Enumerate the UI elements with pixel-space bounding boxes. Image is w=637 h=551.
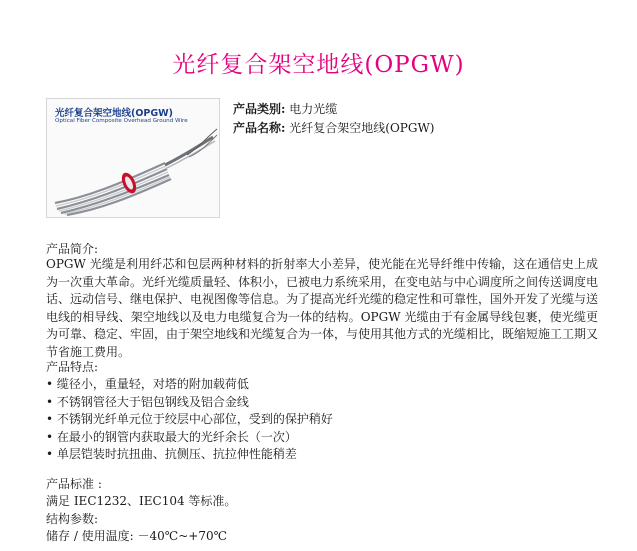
list-item: • 在最小的钢管内获取最大的光纤余长（一次） (46, 429, 333, 447)
category-label: 产品类别: (233, 102, 286, 116)
list-item: • 不锈钢光纤单元位于绞层中心部位，受到的保护稍好 (46, 411, 333, 429)
intro-text: OPGW 光缆是利用纤芯和包层两种材料的折射率大小差异，使光能在光导纤维中传输，这在通信史上成为一次重大革命。光纤光缆质量轻、体积小，已被电力系统采用，在变电站与中心调度所之间传送调度电话、远动信号、继电保护、电视图像等信息。为了提高光纤光缆的稳定性和可靠性，国外开发了光缆与送电线的相导线、架空地线以及电力电缆复合为一体的结构。OPGW 光缆由于有金属导线包裹，使光缆更为可靠、稳定、牢固，由于架空地线和光缆复合为一体，与使用其他方式的光缆相比，既缩短施工工期又节省施工费用。 (46, 257, 599, 359)
page-title: 光纤复合架空地线(OPGW) (172, 52, 465, 78)
intro-heading: 产品简介: (46, 242, 99, 256)
structure-temp: 储存 / 使用温度: －40℃~+70℃ (46, 529, 228, 543)
name-label: 产品名称: (233, 121, 286, 135)
name-value: 光纤复合架空地线(OPGW) (289, 121, 435, 135)
standard-text: 满足 IEC1232、IEC104 等标准。 (46, 494, 237, 508)
image-title-en: Optical Fiber Composite Overhead Ground Wire (55, 118, 188, 124)
category-value: 电力光缆 (289, 102, 338, 116)
list-item: • 不锈钢管径大于铝包钢线及铝合金线 (46, 394, 333, 412)
product-image (46, 98, 220, 218)
standard-heading: 产品标准 : (46, 477, 102, 491)
product-category (233, 100, 337, 117)
structure-heading: 结构参数: (46, 512, 99, 526)
features-heading: 产品特点: (46, 360, 99, 374)
list-item: • 单层铠装时抗扭曲、抗侧压、抗拉伸性能稍差 (46, 446, 333, 464)
features-list (46, 376, 333, 464)
list-item: • 缆径小，重量轻，对塔的附加载荷低 (46, 376, 333, 394)
product-name (233, 119, 434, 136)
image-title-cn: 光纤复合架空地线(OPGW) (55, 108, 173, 119)
